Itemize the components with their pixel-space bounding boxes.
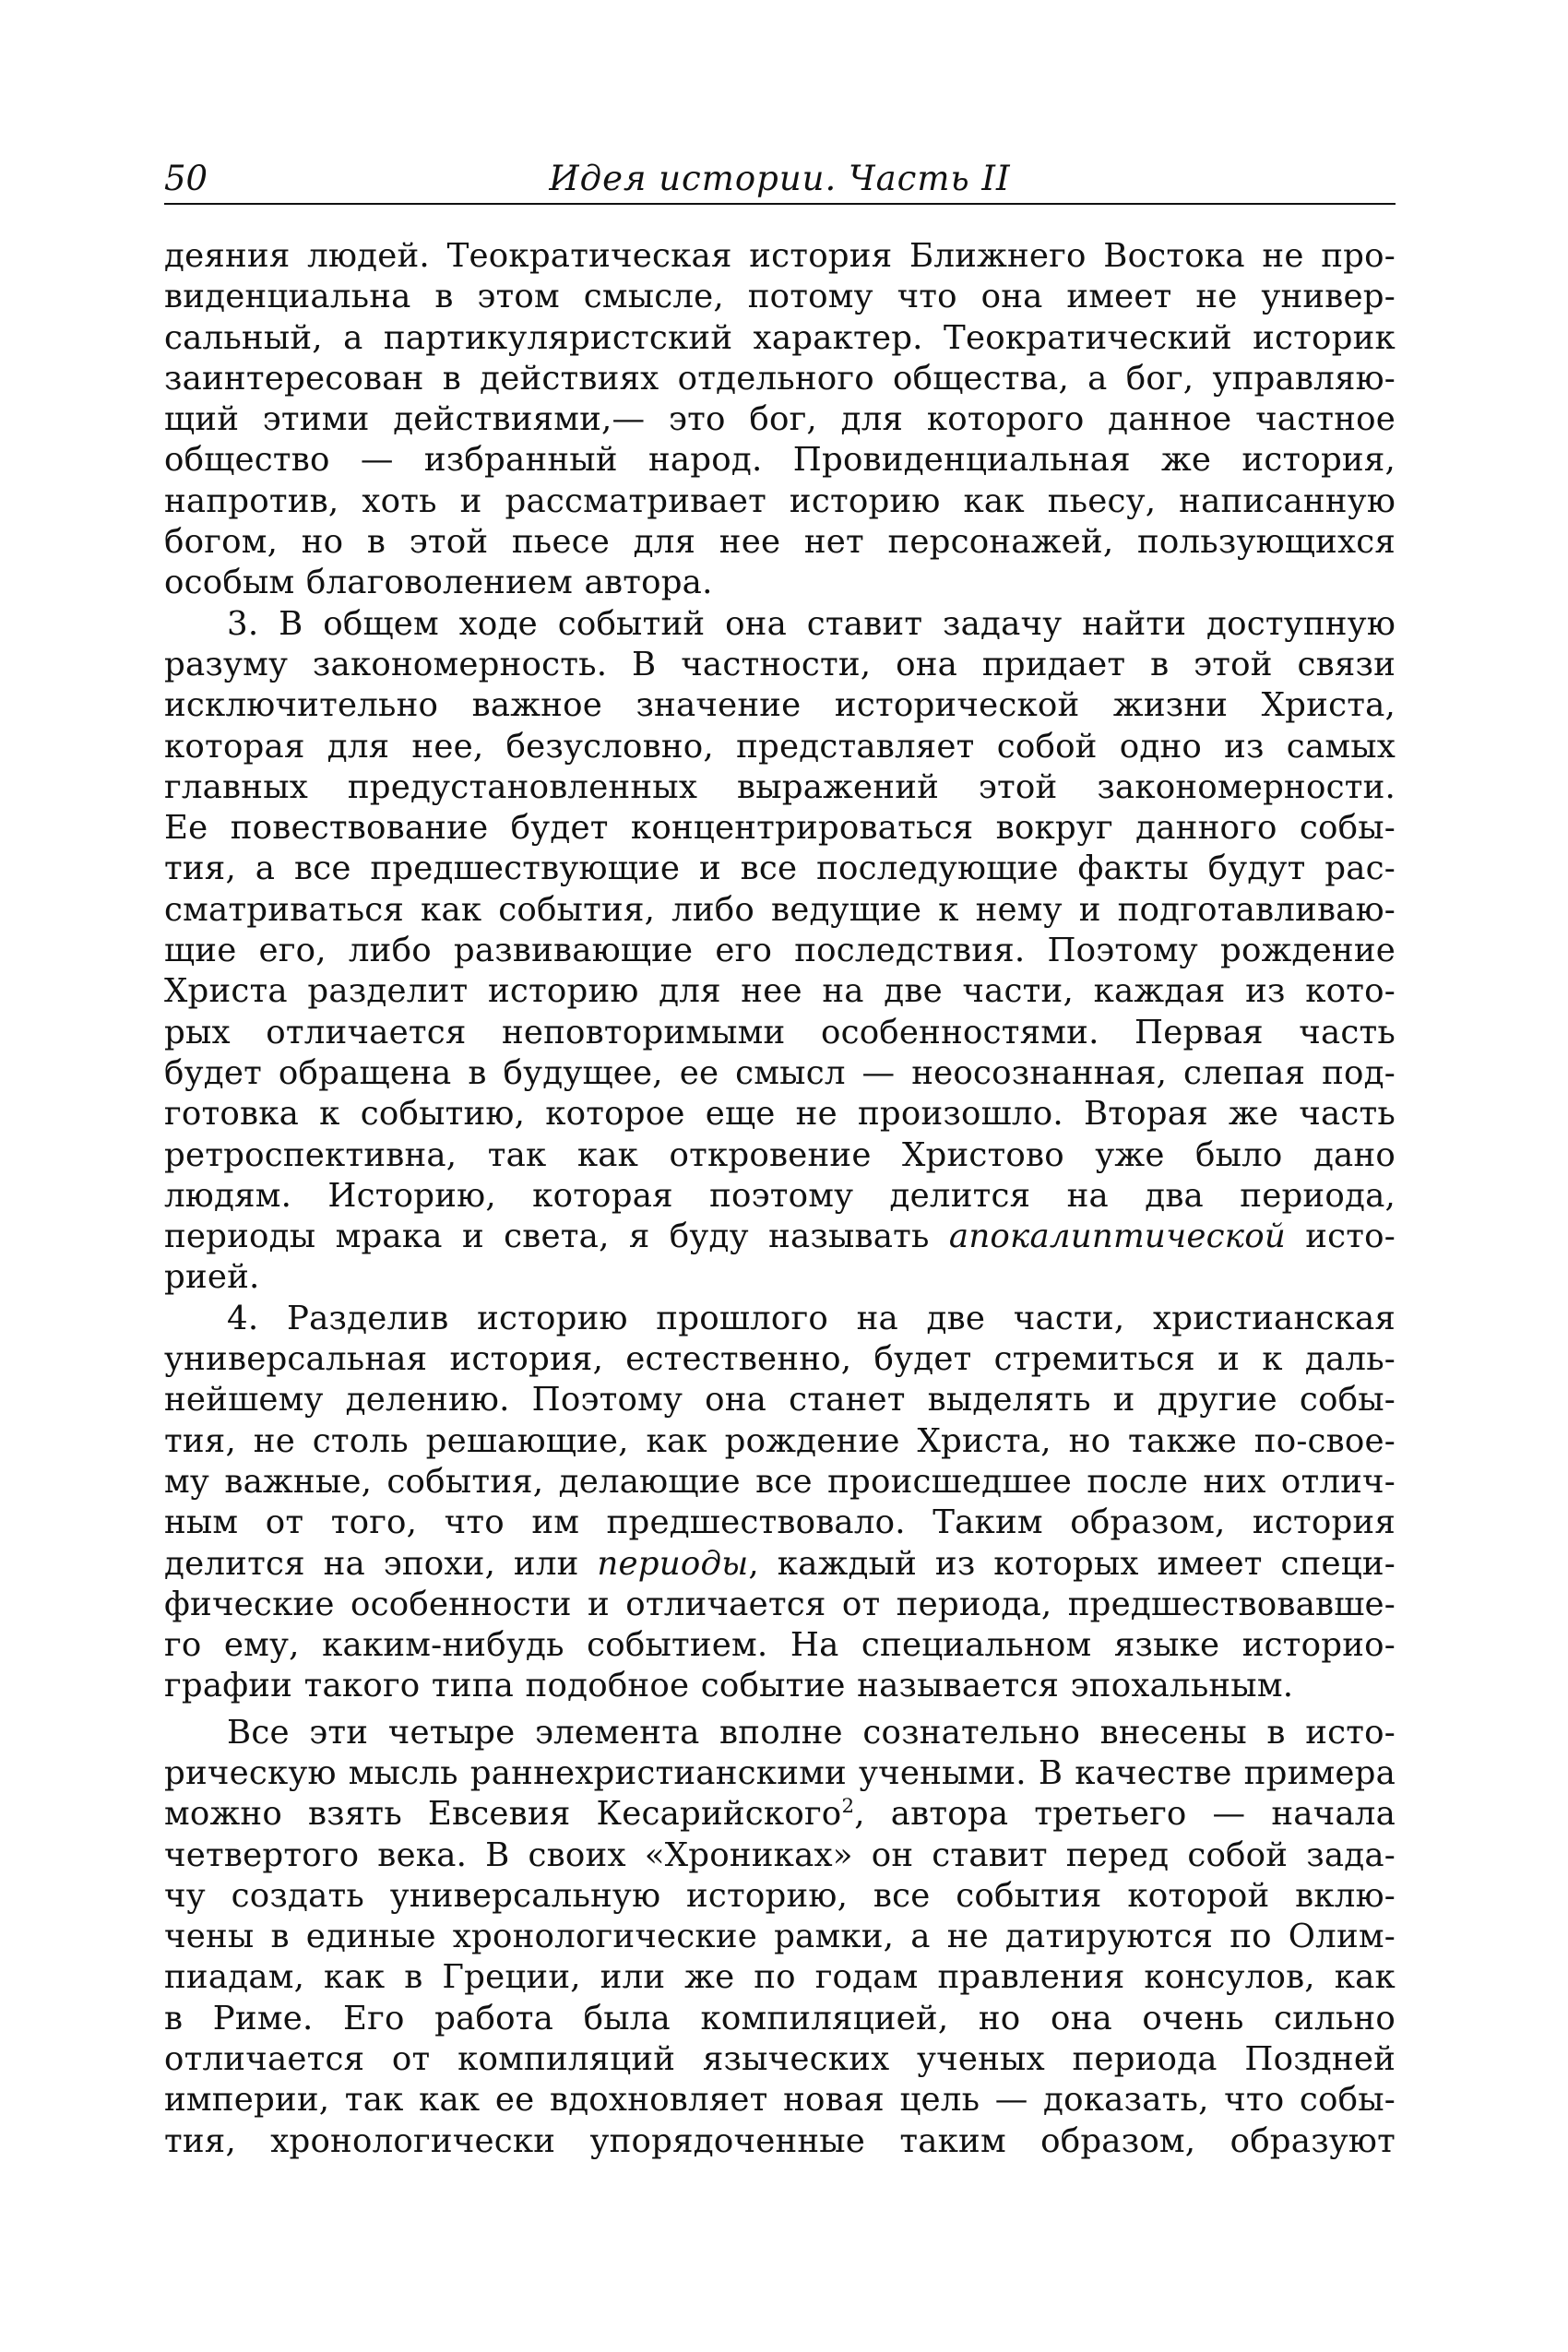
text-line: рией.	[164, 1258, 260, 1297]
text-line: щий этими действиями,— это бог, для которого данное частное	[164, 400, 1396, 439]
text-line: напротив, хоть и рассматривает историю как пьесу, написанную	[164, 481, 1396, 520]
text-line: 4. Разделив историю прошлого на две части, христианская	[227, 1299, 1396, 1337]
paragraph-2	[164, 604, 1396, 1299]
text-line: пиадам, как в Греции, или же по годам правления консулов, как	[164, 1958, 1396, 1997]
text-line: империи, так как ее вдохновляет новая цель — доказать, что собы-	[164, 2081, 1396, 2120]
paragraph-4	[164, 1713, 1396, 2162]
text-run: , каждый из которых имеет специ-	[748, 1544, 1396, 1583]
text-line	[164, 1217, 1396, 1257]
text-line: готовка к событию, которое еще не произошло. Вторая же часть	[164, 1095, 1396, 1134]
text-line: фические особенности и отличается от периода, предшествовавше-	[164, 1585, 1396, 1623]
text-line: чу создать универсальную историю, все события которой вклю-	[164, 1876, 1396, 1915]
text-line: общество — избранный народ. Провиденциальная же история,	[164, 441, 1396, 480]
book-page	[164, 157, 1396, 2162]
text-line: деяния людей. Теократическая история Ближнего Востока не про-	[164, 237, 1396, 275]
text-run: , автора третьего — начала	[854, 1795, 1396, 1834]
paragraph-3	[164, 1299, 1396, 1707]
text-line: графии такого типа подобное событие называется эпохальным.	[164, 1667, 1294, 1705]
text-run: исто-	[1285, 1218, 1396, 1256]
text-line: отличается от компиляций языческих ученых периода Поздней	[164, 2040, 1396, 2079]
text-line: чены в единые хронологические рамки, а не датируются по Олим-	[164, 1918, 1396, 1956]
text-line: сматриваться как события, либо ведущие к нему и подготавливаю-	[164, 890, 1396, 929]
text-line: рых отличается неповторимыми особенностями. Первая часть	[164, 1013, 1396, 1051]
text-line: заинтересован в действиях отдельного общества, а бог, управляю-	[164, 359, 1396, 398]
text-line: универсальная история, естественно, будет стремиться и к даль-	[164, 1340, 1396, 1379]
running-title: Идея истории. Часть II	[549, 159, 1011, 198]
text-line: которая для нее, безусловно, представляет собой одно из самых	[164, 727, 1396, 766]
text-line: нейшему делению. Поэтому она станет выделять и другие собы-	[164, 1381, 1396, 1420]
text-line: богом, но в этой пьесе для нее нет персонажей, пользующихся	[164, 523, 1396, 562]
page-number: 50	[164, 159, 208, 198]
text-line	[164, 1544, 1396, 1585]
text-line: Ее повествование будет концентрироваться вокруг данного собы-	[164, 809, 1396, 848]
text-line: Христа разделит историю для нее на две части, каждая из кото-	[164, 972, 1396, 1011]
text-line: го ему, каким-нибудь событием. На специальном языке историо-	[164, 1626, 1396, 1665]
text-line: 3. В общем ходе событий она ставит задачу найти доступную	[227, 604, 1396, 643]
text-line: му важные, события, делающие все происшедшее после них отлич-	[164, 1462, 1396, 1501]
text-line: виденциальна в этом смысле, потому что она имеет не универ-	[164, 278, 1396, 316]
text-line: тия, а все предшествующие и все последующие факты будут рас-	[164, 849, 1396, 888]
text-line: особым благоволением автора.	[164, 564, 713, 602]
text-line: исключительно важное значение исторической жизни Христа,	[164, 686, 1396, 725]
main-text	[164, 236, 1396, 2162]
text-line: главных предустановленных выражений этой закономерности.	[164, 767, 1396, 806]
paragraph-1	[164, 236, 1396, 604]
text-line: разуму закономерность. В частности, она придает в этой связи	[164, 645, 1396, 683]
text-line: будет обращена в будущее, ее смысл — неосознанная, слепая под-	[164, 1053, 1396, 1092]
text-line: в Риме. Его работа была компиляцией, но она очень сильно	[164, 1999, 1396, 2037]
text-line: щие его, либо развивающие его последствия. Поэтому рождение	[164, 932, 1396, 970]
footnote-reference[interactable]: 2	[841, 1795, 855, 1819]
text-run: делится на эпохи, или	[164, 1544, 598, 1583]
text-run: можно взять Евсевия Кесарийского	[164, 1795, 842, 1834]
text-line: сальный, а партикуляристский характер. Теократический историк	[164, 318, 1396, 357]
text-line: тия, хронологически упорядоченные таким образом, образуют	[164, 2121, 1396, 2160]
page-header	[164, 157, 1396, 205]
emphasized-term: апокалиптической	[948, 1218, 1286, 1256]
text-line: рическую мысль раннехристианскими учеными. В качестве примера	[164, 1753, 1396, 1792]
text-line: ным от того, что им предшествовало. Таким образом, история	[164, 1503, 1396, 1542]
text-line	[164, 1794, 1396, 1835]
text-run: периоды мрака и света, я буду называть	[164, 1218, 949, 1256]
text-line: ретроспективна, так как откровение Христово уже было дано	[164, 1135, 1396, 1174]
text-line: людям. Историю, которая поэтому делится на два периода,	[164, 1176, 1396, 1215]
text-line: четвертого века. В своих «Хрониках» он ставит перед собой зада-	[164, 1835, 1396, 1874]
emphasized-term: периоды	[597, 1544, 749, 1583]
text-line: тия, не столь решающие, как рождение Христа, но также по-свое-	[164, 1421, 1396, 1460]
text-line: Все эти четыре элемента вполне сознательно внесены в исто-	[227, 1713, 1396, 1752]
